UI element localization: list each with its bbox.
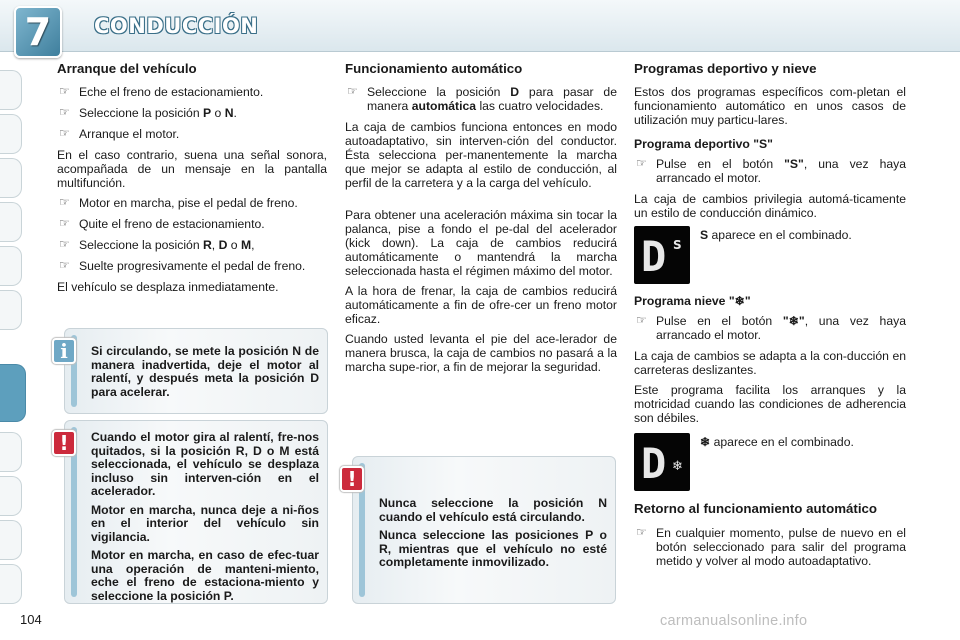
gear-letter: D <box>641 233 667 277</box>
section-heading: Arranque del vehículo <box>57 61 197 76</box>
combined-display-snow <box>634 433 690 491</box>
list-item: ☞ Arranque el motor. <box>59 126 180 141</box>
mode-letter: S <box>673 238 682 252</box>
pointing-hand-icon: ☞ <box>59 84 70 98</box>
list-item: ☞ Motor en marcha, pise el pedal de freno. <box>59 195 298 210</box>
paragraph: Cuando usted levanta el pie del ace-lerador de manera brusca, la caja de cambios no pasará a la marcha supe-rior, a fin de mejorar la seguridad. <box>345 332 617 374</box>
column-vehicle-start <box>57 62 327 300</box>
pointing-hand-icon: ☞ <box>59 105 70 119</box>
pointing-hand-icon: ☞ <box>59 237 70 251</box>
warning-icon: ! <box>52 430 76 456</box>
warning-notice-box <box>64 420 328 604</box>
paragraph: Para obtener una aceleración máxima sin tocar la palanca, pise a fondo el pe-dal del acelerador (kick down). La caja de cambios reducirá automáticamente o mantendrá la marcha seleccionada hasta el régimen máximo del motor. <box>345 208 617 278</box>
chapter-number-badge: 7 <box>14 6 62 58</box>
page-number: 104 <box>20 612 42 627</box>
warning-text: Motor en marcha, en caso de efec-tuar una operación de manteni-miento, eche el freno de estaciona-miento y seleccione la posición P. <box>91 548 319 603</box>
pointing-hand-icon: ☞ <box>636 313 647 327</box>
snowflake-icon: ❄ <box>700 435 711 449</box>
warning-text: Nunca seleccione las posiciones P o R, mientras que el vehículo no esté completamente inmovilizado. <box>379 528 607 569</box>
list-item: ☞ Pulse en el botón "S", una vez haya arrancado el motor. <box>636 156 906 185</box>
pointing-hand-icon: ☞ <box>636 525 647 539</box>
pointing-hand-icon: ☞ <box>636 156 647 170</box>
chapter-tab[interactable] <box>0 564 22 604</box>
info-notice-text: Si circulando, se mete la posición N de manera inadvertida, deje el motor al ralentí, y después meta la posición D para acelerar. <box>91 344 319 399</box>
list-item: ☞ Pulse en el botón "❄", una vez haya arrancado el motor. <box>636 313 906 342</box>
paragraph: A la hora de frenar, la caja de cambios reducirá automáticamente a fin de ofre-cer un freno motor eficaz. <box>345 284 617 326</box>
page-title: CONDUCCIÓN <box>94 14 259 38</box>
warning-text: Motor en marcha, nunca deje a ni-ños en el interior del vehículo sin vigilancia. <box>91 502 319 544</box>
section-heading: Programas deportivo y nieve <box>634 61 817 76</box>
chapter-tab[interactable] <box>0 114 22 154</box>
gear-display-d-snow <box>637 440 687 484</box>
column-automatic-operation <box>345 62 617 380</box>
paragraph: La caja de cambios funciona entonces en modo autoadaptativo, sin interven-ción del conductor. Ésta selecciona per-manentemente la marcha que mejor se adapta al estilo de conducción, al perfil de la carretera y a la carga del vehículo. <box>345 120 617 190</box>
pointing-hand-icon: ☞ <box>59 258 70 272</box>
pointing-hand-icon: ☞ <box>59 126 70 140</box>
chapter-tab[interactable] <box>0 246 22 286</box>
snowflake-icon: ❄ <box>672 459 683 474</box>
list-item: ☞ Suelte progresivamente el pedal de freno. <box>59 258 306 273</box>
sport-display-row: D S S aparece en el combinado. <box>634 226 906 284</box>
paragraph: La caja de cambios privilegia automá-ticamente un estilo de conducción dinámico. <box>634 192 906 220</box>
gear-display-d-s <box>637 233 687 277</box>
chapter-tab[interactable] <box>0 290 22 330</box>
column-sport-snow-programs <box>634 62 906 575</box>
warning-text: Cuando el motor gira al ralentí, fre-nos quitados, si la posición R, D o M está seleccionada, el vehículo se desplaza incluso sin interven-ción en el acelerador. <box>91 430 319 498</box>
subsection-heading: Programa nieve "❄" <box>634 294 751 308</box>
section-heading: Retorno al funcionamiento automático <box>634 501 878 516</box>
chapter-tab[interactable] <box>0 158 22 198</box>
combined-display-sport <box>634 226 690 284</box>
pointing-hand-icon: ☞ <box>59 195 70 209</box>
list-item: ☞ En cualquier momento, pulse de nuevo en el botón seleccionado para salir del programa metido y volver al modo autoadaptativo. <box>636 525 906 568</box>
chapter-tab[interactable] <box>0 520 22 560</box>
chapter-tab-active[interactable] <box>0 364 26 422</box>
watermark: carmanualsonline.info <box>660 613 808 629</box>
warning-icon: ! <box>340 466 364 492</box>
paragraph: En el caso contrario, suena una señal sonora, acompañada de un mensaje en la pantalla multifunción. <box>57 148 327 190</box>
list-item: ☞ Seleccione la posición D para pasar de manera automática las cuatro velocidades. <box>347 84 617 113</box>
pointing-hand-icon: ☞ <box>347 84 358 98</box>
snow-display-row: D ❄ ❄ aparece en el combinado. <box>634 433 906 491</box>
warning-text: Nunca seleccione la posición N cuando el vehículo está circulando. <box>379 496 607 524</box>
info-icon: i <box>52 338 76 364</box>
info-notice-box <box>64 328 328 414</box>
paragraph: El vehículo se desplaza inmediatamente. <box>57 280 279 294</box>
chapter-tab[interactable] <box>0 202 22 242</box>
section-heading: Funcionamiento automático <box>345 61 523 76</box>
gear-letter: D <box>641 440 667 484</box>
subsection-heading: Programa deportivo "S" <box>634 137 773 151</box>
list-item: ☞ Seleccione la posición R, D o M, <box>59 237 255 252</box>
chapter-tab[interactable] <box>0 476 22 516</box>
list-item: ☞ Eche el freno de estacionamiento. <box>59 84 264 99</box>
chapter-tabs-rail <box>0 0 30 640</box>
chapter-tab[interactable] <box>0 70 22 110</box>
pointing-hand-icon: ☞ <box>59 216 70 230</box>
list-item: ☞ Quite el freno de estacionamiento. <box>59 216 265 231</box>
paragraph: Estos dos programas específicos com-pletan el funcionamiento automático en unos casos de utilización muy particu-lares. <box>634 85 906 127</box>
warning-notice-box <box>352 456 616 604</box>
paragraph: Este programa facilita los arranques y la motricidad cuando las condiciones de adherencia son débiles. <box>634 383 906 425</box>
list-item: ☞ Seleccione la posición P o N. <box>59 105 237 120</box>
paragraph: La caja de cambios se adapta a la con-ducción en carreteras deslizantes. <box>634 349 906 377</box>
chapter-tab[interactable] <box>0 432 22 472</box>
